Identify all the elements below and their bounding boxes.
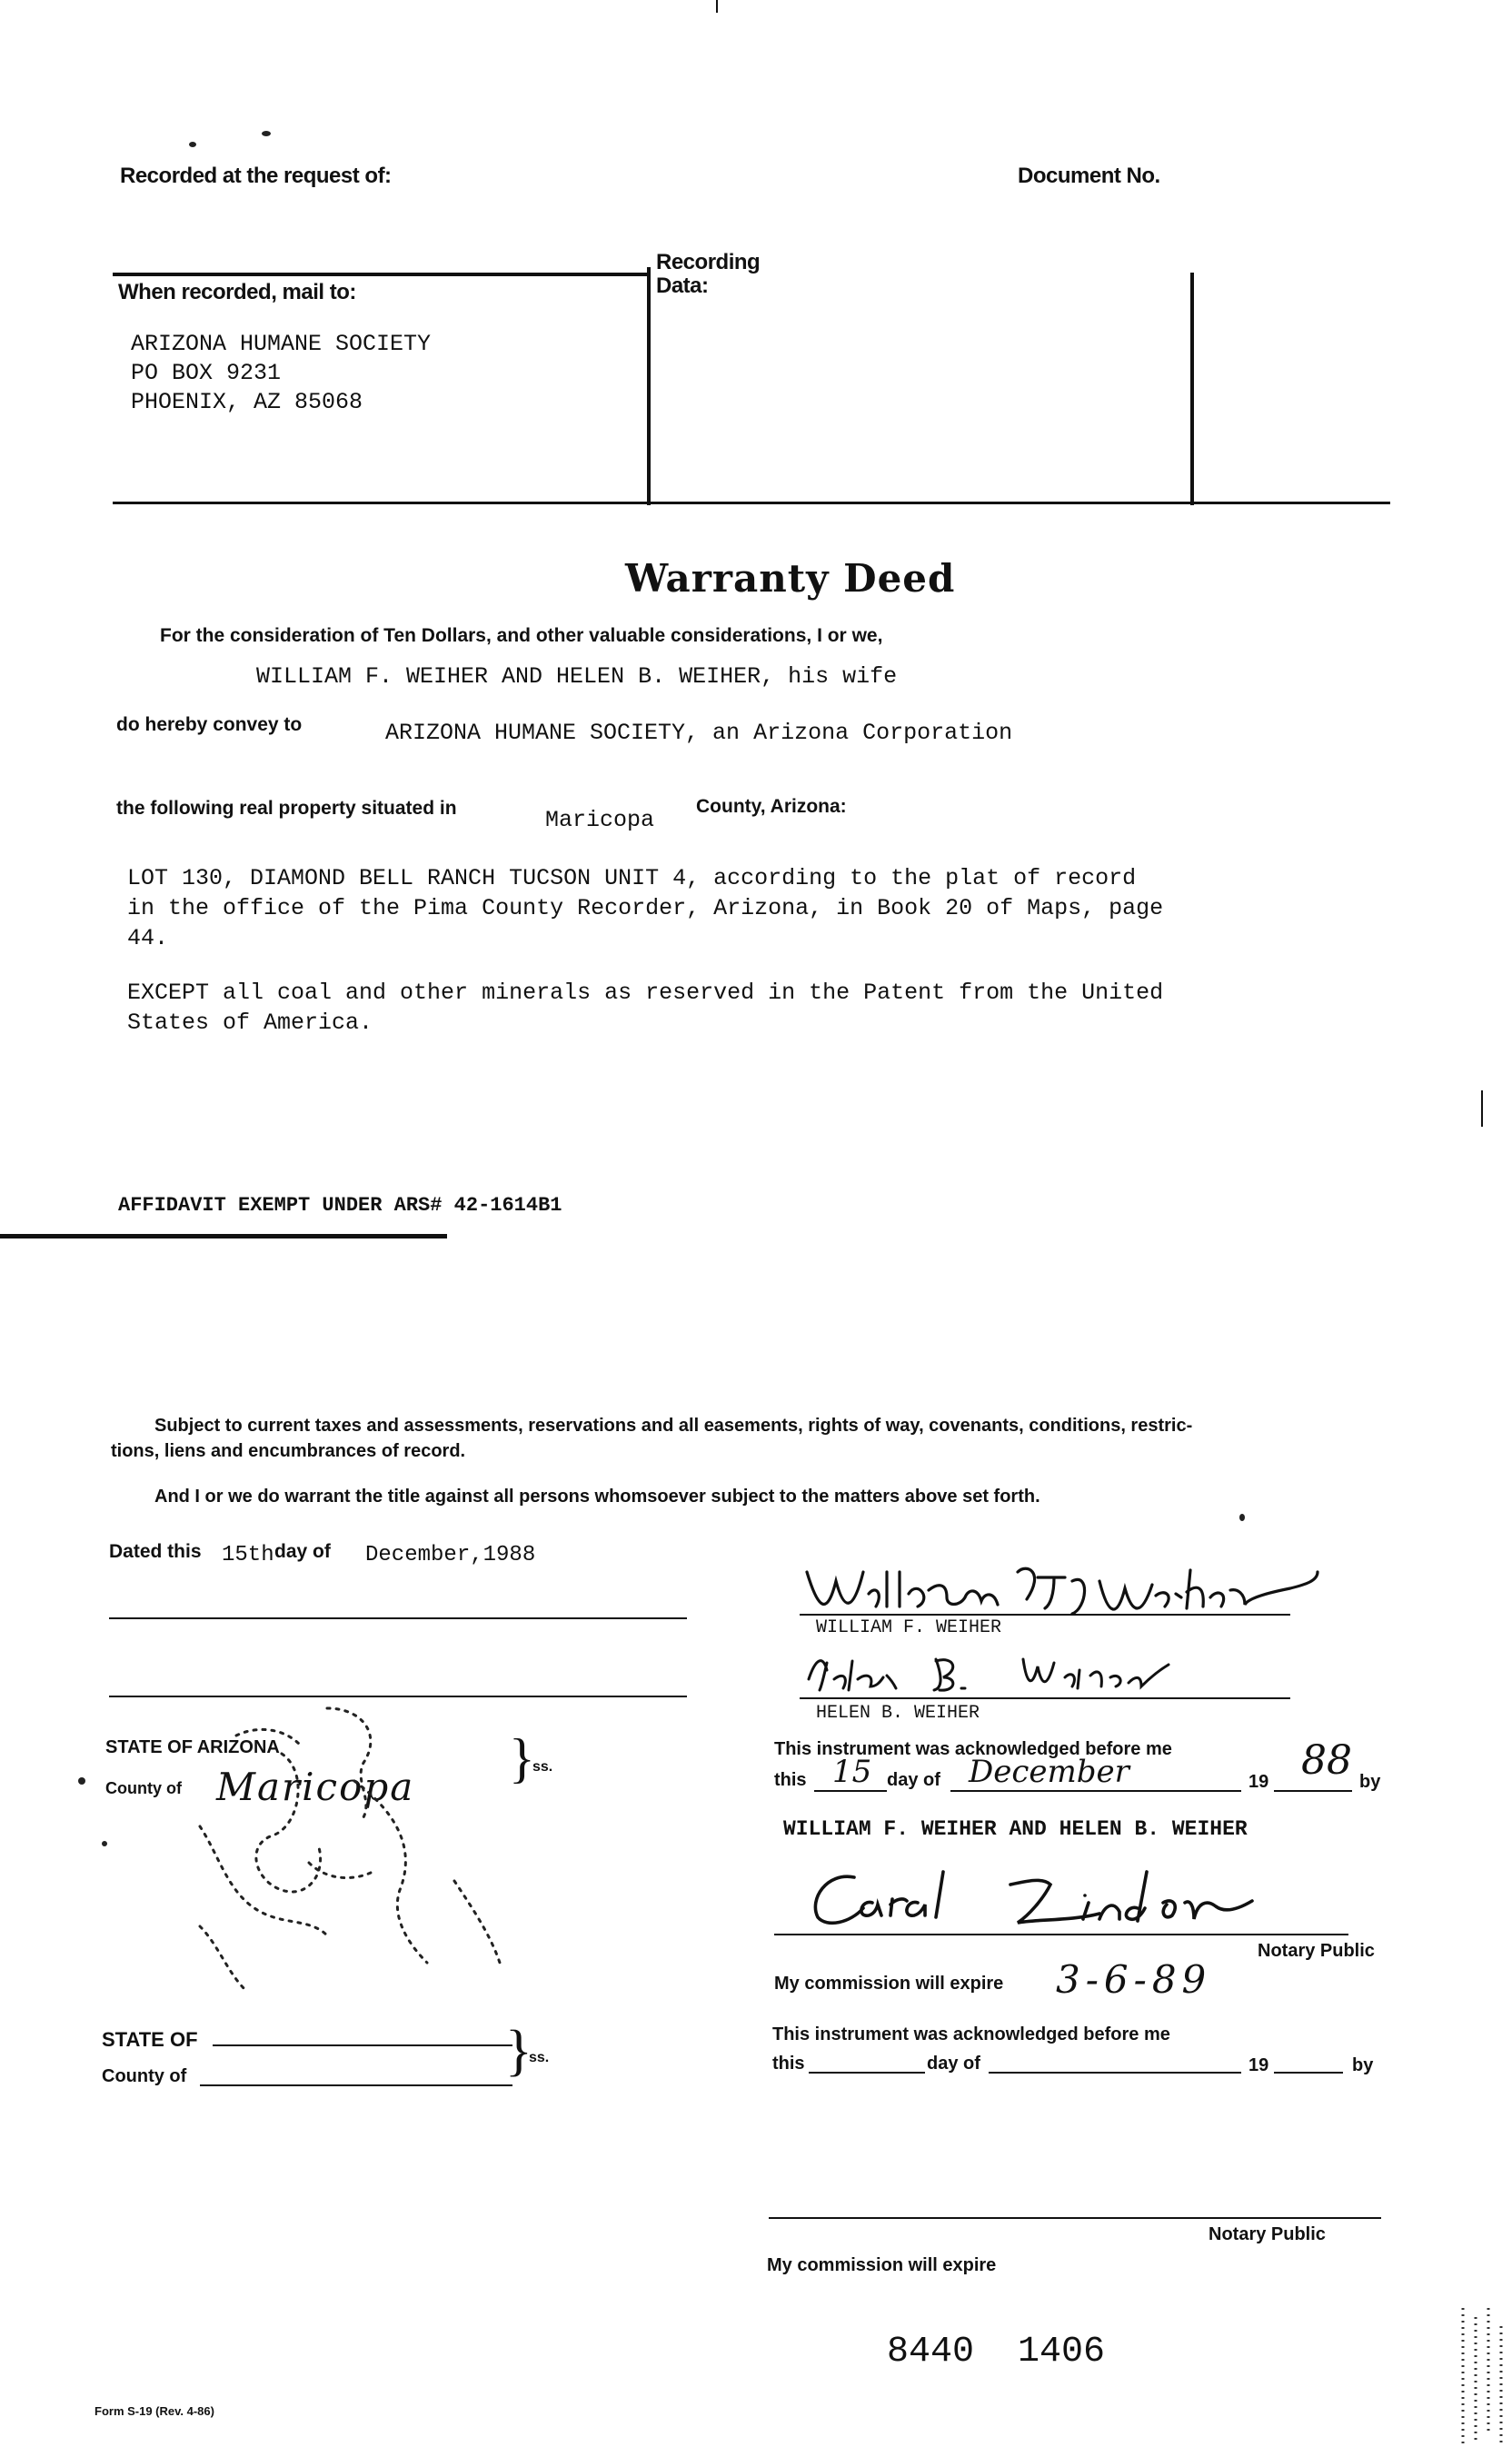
notary1-county-handwritten: Maricopa (216, 1765, 415, 1809)
book-page-number: 8440 1406 (887, 2332, 1106, 2372)
notary1-day-handwritten: 15 (832, 1754, 872, 1790)
dated-day-of-label: day of (274, 1541, 331, 1562)
deed-title: Warranty Deed (625, 556, 956, 601)
signer-2-name: HELEN B. WEIHER (816, 1703, 980, 1724)
notary1-ack: This instrument was acknowledged before me (774, 1739, 1172, 1759)
notary2-month-line (989, 2072, 1241, 2074)
grantee-text: ARIZONA HUMANE SOCIETY, an Arizona Corporation (385, 720, 1013, 746)
dated-day: 15th (222, 1543, 274, 1567)
recording-box-right-rule (1190, 273, 1194, 505)
notary1-by: by (1359, 1772, 1381, 1792)
notary1-commission-label: My commission will expire (774, 1974, 1004, 1994)
affidavit-exempt-text: AFFIDAVIT EXEMPT UNDER ARS# 42-1614B1 (118, 1194, 562, 1217)
scan-speck (262, 131, 271, 136)
notary2-ss-label: ss. (529, 2050, 550, 2065)
notary2-by: by (1352, 2055, 1374, 2075)
legal-description-line-3: 44. (127, 925, 169, 951)
convey-label: do hereby convey to (116, 714, 303, 735)
recorded-at-request-label: Recorded at the request of: (120, 164, 392, 188)
notary1-county-label: County of (105, 1779, 182, 1797)
notary1-persons: WILLIAM F. WEIHER AND HELEN B. WEIHER (783, 1817, 1248, 1841)
notary2-county-label: County of (102, 2066, 187, 2086)
scan-edge-mark (716, 0, 718, 13)
notary1-month-line (950, 1790, 1241, 1792)
property-situated-label: the following real property situated in (116, 798, 457, 819)
notary2-signature-rule (769, 2217, 1381, 2219)
notary1-notary-public: Notary Public (1258, 1941, 1375, 1961)
document-no-label: Document No. (1018, 164, 1160, 188)
notary2-notary-public: Notary Public (1209, 2224, 1326, 2244)
exception-line-2: States of America. (127, 1010, 373, 1036)
scan-speck (189, 142, 196, 147)
scan-edge-noise (1454, 2308, 1508, 2444)
notary1-commission-date: 3-6-89 (1056, 1957, 1212, 2002)
notary1-day-line (814, 1790, 887, 1792)
legal-description-line-1: LOT 130, DIAMOND BELL RANCH TUCSON UNIT 4, according to the plat of record (127, 865, 1137, 891)
notary2-year-prefix: 19 (1248, 2055, 1269, 2075)
left-signature-rule-2 (109, 1696, 687, 1697)
mail-box-top-rule (113, 273, 649, 276)
notary1-day-of: day of (887, 1770, 940, 1790)
notary2-state: STATE OF (102, 2028, 198, 2051)
county-state-label: County, Arizona: (696, 796, 847, 817)
notary1-year-handwritten: 88 (1301, 1737, 1352, 1784)
signer-1-name: WILLIAM F. WEIHER (816, 1617, 1002, 1638)
notary1-month-handwritten: December (969, 1754, 1129, 1790)
scan-speck (1239, 1514, 1245, 1521)
notary2-ack: This instrument was acknowledged before me (772, 2024, 1170, 2044)
notary-seal-impression (145, 1699, 527, 2026)
scan-speck (78, 1777, 85, 1785)
mail-address-line-3: PHOENIX, AZ 85068 (131, 389, 363, 415)
notary2-day-line (809, 2072, 925, 2074)
scan-speck (102, 1841, 107, 1846)
signature-rule-1 (800, 1614, 1290, 1616)
legal-description-line-2: in the office of the Pima County Recorder, Arizona, in Book 20 of Maps, page (127, 895, 1164, 921)
subject-to-line-2: tions, liens and encumbrances of record. (111, 1441, 466, 1461)
warrant-text: And I or we do warrant the title against all persons whomsoever subject to the matters above set forth. (154, 1487, 1040, 1507)
when-recorded-mail-label: When recorded, mail to: (118, 280, 356, 304)
mail-address-line-2: PO BOX 9231 (131, 360, 282, 386)
notary1-ss-bracket: } (509, 1728, 535, 1788)
notary2-commission-label: My commission will expire (767, 2255, 997, 2275)
county-value: Maricopa (545, 807, 655, 833)
notary1-this: this (774, 1770, 807, 1790)
notary2-ss-bracket: } (505, 2020, 532, 2082)
notary1-signature-carol-lindon (800, 1863, 1308, 1935)
consideration-text: For the consideration of Ten Dollars, and other valuable considerations, I or we, (160, 625, 883, 646)
mail-box-divider (647, 267, 651, 505)
affidavit-rule (0, 1234, 447, 1238)
recording-data-label: Recording Data: (656, 250, 761, 298)
dated-label: Dated this (109, 1541, 202, 1562)
form-number: Form S-19 (Rev. 4-86) (94, 2404, 214, 2418)
signature-rule-2 (800, 1697, 1290, 1699)
exception-line-1: EXCEPT all coal and other minerals as reserved in the Patent from the United (127, 980, 1164, 1006)
signature-helen-weiher (800, 1643, 1272, 1697)
mail-address-line-1: ARIZONA HUMANE SOCIETY (131, 331, 432, 357)
notary1-year-prefix: 19 (1248, 1772, 1269, 1792)
notary2-state-line (213, 2044, 512, 2046)
notary1-state: STATE OF ARIZONA (105, 1737, 280, 1757)
notary1-signature-rule (774, 1934, 1348, 1935)
grantors-text: WILLIAM F. WEIHER AND HELEN B. WEIHER, his wife (256, 663, 898, 690)
notary2-county-line (200, 2084, 512, 2086)
header-bottom-rule (113, 502, 1390, 504)
subject-to-line-1: Subject to current taxes and assessments, reservations and all easements, rights of way, covenants, conditions, restric- (154, 1416, 1193, 1436)
notary1-ss-label: ss. (532, 1759, 553, 1775)
notary2-this: this (772, 2054, 805, 2074)
dated-date: December,1988 (365, 1543, 536, 1567)
scan-edge-mark (1481, 1090, 1483, 1127)
notary1-year-line (1274, 1790, 1352, 1792)
notary2-year-line (1274, 2072, 1343, 2074)
left-signature-rule-1 (109, 1617, 687, 1619)
notary2-day-of: day of (927, 2054, 980, 2074)
